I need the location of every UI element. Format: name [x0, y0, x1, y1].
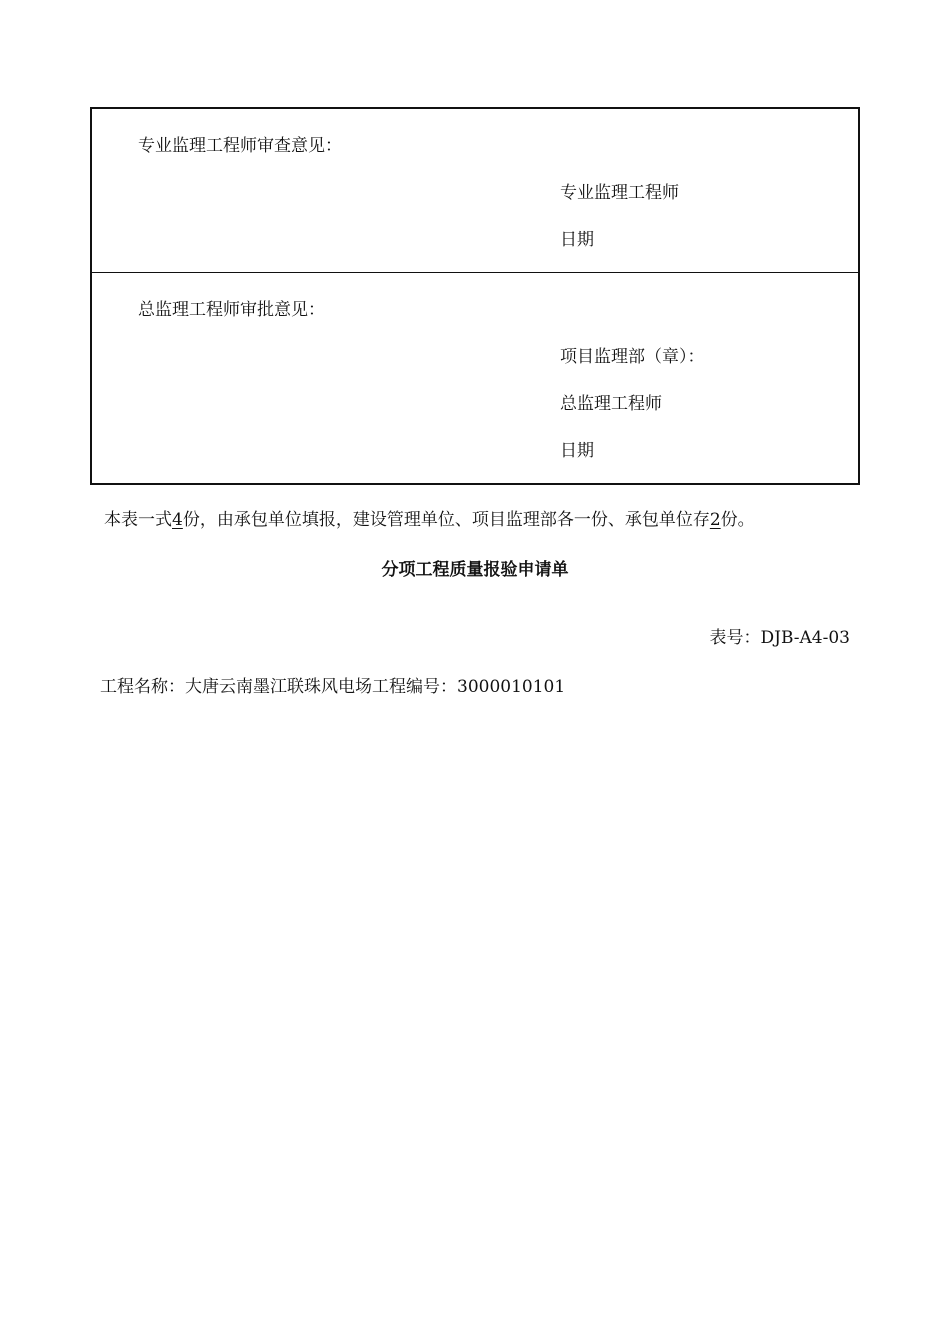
approval-opinion-heading: 总监理工程师审批意见： — [138, 300, 325, 320]
supervision-seal-label: 项目监理部（章）： — [560, 347, 705, 367]
copies-total: 4 — [172, 510, 183, 530]
copies-kept: 2 — [709, 510, 721, 530]
project-name-line: 工程名称：大唐云南墨江联珠风电场工程编号：3000010101 — [100, 677, 566, 697]
distribution-note-part2: 份，由承包单位填报，建设管理单位、项目监理部各一份、承包单位存 — [182, 510, 710, 530]
form-title: 分项工程质量报验申请单 — [381, 560, 569, 580]
review-date-label: 日期 — [560, 230, 594, 250]
distribution-note-part3: 份。 — [720, 510, 755, 530]
section-divider — [92, 272, 858, 273]
approval-date-label: 日期 — [560, 441, 594, 461]
distribution-note-part1: 本表一式 — [104, 510, 172, 530]
review-signer-label: 专业监理工程师 — [560, 183, 679, 203]
form-number: 表号：DJB-A4-03 — [709, 628, 850, 648]
chief-signer-label: 总监理工程师 — [560, 394, 662, 414]
inspection-form-table — [90, 107, 860, 485]
distribution-note — [104, 509, 755, 531]
review-opinion-heading: 专业监理工程师审查意见： — [138, 136, 342, 156]
